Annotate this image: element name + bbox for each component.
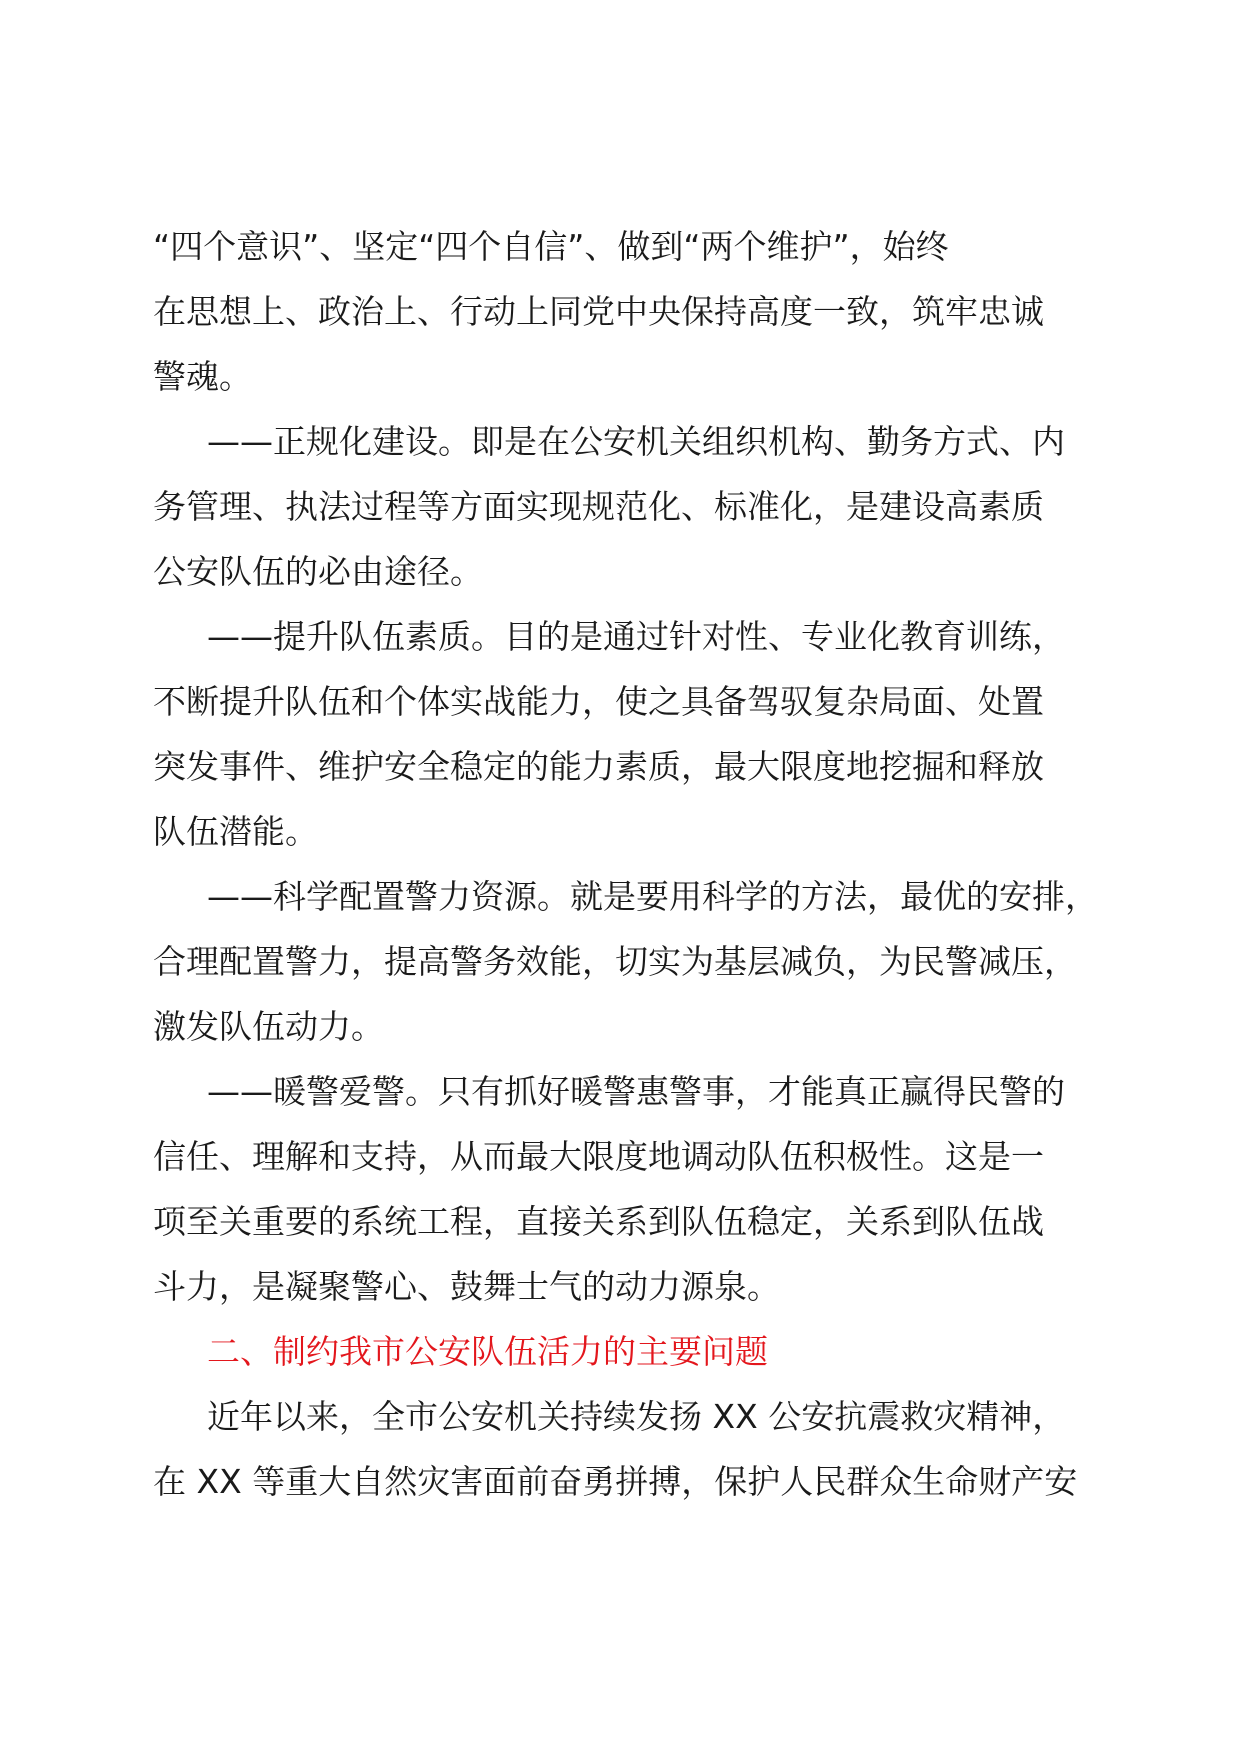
paragraph-start-line: 近年以来，全市公安机关持续发扬 XX 公安抗震救灾精神， — [207, 1397, 1066, 1436]
body-line: 在思想上、政治上、行动上同党中央保持高度一致，筑牢忠诚 — [153, 292, 1044, 331]
body-line: 信任、理解和支持，从而最大限度地调动队伍积极性。这是一 — [153, 1137, 1044, 1176]
item-regularization-line: ——正规化建设。即是在公安机关组织机构、勤务方式、内 — [207, 422, 1065, 461]
body-line: 公安队伍的必由途径。 — [153, 552, 483, 591]
body-line: 务管理、执法过程等方面实现规范化、标准化，是建设高素质 — [153, 487, 1044, 526]
item-resources-line: ——科学配置警力资源。就是要用科学的方法，最优的安排， — [207, 877, 1098, 916]
body-line: 项至关重要的系统工程，直接关系到队伍稳定，关系到队伍战 — [153, 1202, 1044, 1241]
item-quality-line: ——提升队伍素质。目的是通过针对性、专业化教育训练， — [207, 617, 1065, 656]
body-line: 突发事件、维护安全稳定的能力素质，最大限度地挖掘和释放 — [153, 747, 1044, 786]
body-line: 队伍潜能。 — [153, 812, 318, 851]
body-line: 警魂。 — [153, 357, 252, 396]
body-line: 激发队伍动力。 — [153, 1007, 384, 1046]
body-line: 不断提升队伍和个体实战能力，使之具备驾驭复杂局面、处置 — [153, 682, 1044, 721]
body-line: “四个意识”、坚定“四个自信”、做到“两个维护”，始终 — [153, 227, 949, 266]
section-heading: 二、制约我市公安队伍活力的主要问题 — [207, 1332, 768, 1371]
body-line: 斗力，是凝聚警心、鼓舞士气的动力源泉。 — [153, 1267, 780, 1306]
body-line: 合理配置警力，提高警务效能，切实为基层减负，为民警减压， — [153, 942, 1077, 981]
item-care-line: ——暖警爱警。只有抓好暖警惠警事，才能真正赢得民警的 — [207, 1072, 1065, 1111]
document-body — [153, 214, 1113, 1514]
body-line: 在 XX 等重大自然灾害面前奋勇拼搏，保护人民群众生命财产安 — [153, 1462, 1078, 1501]
